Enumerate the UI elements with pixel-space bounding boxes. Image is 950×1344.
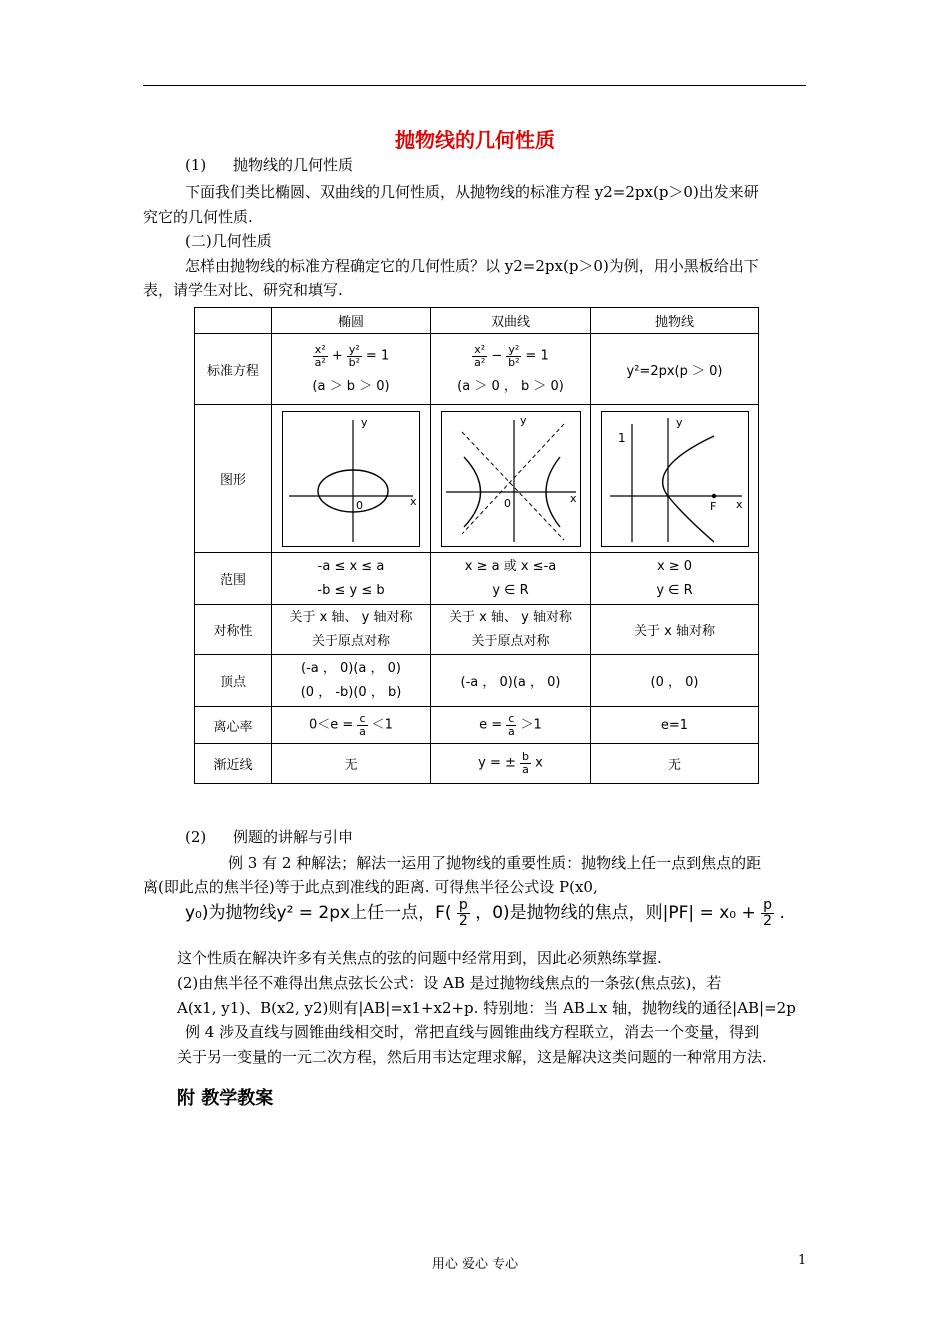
svg-text:y: y <box>675 415 683 429</box>
row-label-asymptote: 渐近线 <box>195 744 272 784</box>
section1-num: (1) <box>185 156 207 174</box>
hyperbola-symmetry: 关于 x 轴、 y 轴对称 关于原点对称 <box>431 605 591 655</box>
header-parabola: 抛物线 <box>591 308 759 334</box>
hyperbola-range: x ≥ a 或 x ≤-a y ∈ R <box>431 553 591 605</box>
section2-line1: 例 3 有 2 种解法；解法一运用了抛物线的重要性质：抛物线上任一点到焦点的距 <box>228 854 762 872</box>
ellipse-vertex: (-a ， 0)(a ， 0) (0 ， -b)(0 ， b) <box>272 655 431 707</box>
row-label-eccentricity: 离心率 <box>195 707 272 744</box>
parabola-vertex: (0 ， 0) <box>591 655 759 707</box>
svg-text:0: 0 <box>503 496 511 510</box>
focal-radius-formula: y₀)为抛物线y² = 2px上任一点，F( $\frac{p}{2}$ ，0)是抛物线的焦点，则|PF| = x₀ + $\frac{p}{2}$ . <box>185 897 785 929</box>
para2-line1: 怎样由抛物线的标准方程确定它的几何性质？以 y2=2px(p＞0)为例，用小黑板给出下 <box>185 257 759 275</box>
page-footer: 用心 爱心 专心 <box>431 1257 519 1272</box>
header-ellipse: 椭圆 <box>272 308 431 334</box>
svg-text:x: x <box>735 497 743 511</box>
parabola-equation: y²=2px(p ＞ 0) <box>591 334 759 405</box>
page-title: 抛物线的几何性质 <box>395 128 555 152</box>
section2-line4: (2)由焦半径不难得出焦点弦长公式：设 AB 是过抛物线焦点的一条弦(焦点弦)，若 <box>177 974 722 992</box>
subheading: (二)几何性质 <box>185 232 272 250</box>
section2-num: (2) <box>185 828 207 846</box>
parabola-eccentricity: e=1 <box>591 707 759 744</box>
section1-text: 抛物线的几何性质 <box>233 156 354 174</box>
para1-line2: 究它的几何性质. <box>143 208 253 226</box>
svg-text:0: 0 <box>356 498 363 512</box>
hyperbola-eccentricity: e = $\frac{c}{a}$ ＞1 <box>431 707 591 744</box>
section2-line2: 离(即此点的焦半径)等于此点到准线的距离. 可得焦半径公式设 P(x0, <box>143 878 598 896</box>
hyperbola-equation: $\frac{\text{x²}}{\text{a²}}$ − $\frac{\text{y²}}{\text{b²}}$ = 1 (a ＞ 0 ， b ＞ 0) <box>431 334 591 405</box>
svg-text:1: 1 <box>617 430 626 445</box>
ellipse-graph <box>272 405 431 553</box>
parabola-asymptote: 无 <box>591 744 759 784</box>
ellipse-range: -a ≤ x ≤ a -b ≤ y ≤ b <box>272 553 431 605</box>
header-rule <box>143 85 806 86</box>
hyperbola-asymptote: y = ± $\frac{b}{a}$ x <box>431 744 591 784</box>
section2-line3: 这个性质在解决许多有关焦点的弦的问题中经常用到，因此必须熟练掌握. <box>177 949 662 967</box>
ellipse-asymptote: 无 <box>272 744 431 784</box>
ellipse-symmetry: 关于 x 轴、 y 轴对称 关于原点对称 <box>272 605 431 655</box>
row-label-graph: 图形 <box>195 405 272 553</box>
section2-line5: A(x1, y1)、B(x2, y2)则有|AB|=x1+x2+p. 特别地：当 AB⊥x 轴，抛物线的通径|AB|=2p <box>177 999 796 1017</box>
section2-text: 例题的讲解与引申 <box>233 828 354 846</box>
hyperbola-graph <box>431 405 591 553</box>
section1-heading <box>185 154 353 175</box>
row-label-symmetry: 对称性 <box>195 605 272 655</box>
para2-line2: 表，请学生对比、研究和填写. <box>143 281 343 299</box>
ellipse-equation: $\frac{\text{x²}}{\text{a²}}$ + $\frac{\text{y²}}{\text{b²}}$ = 1 (a ＞ b ＞ 0) <box>272 334 431 405</box>
parabola-symmetry: 关于 x 轴对称 <box>591 605 759 655</box>
svg-text:y: y <box>519 413 527 427</box>
parabola-range: x ≥ 0 y ∈ R <box>591 553 759 605</box>
row-label-range: 范围 <box>195 553 272 605</box>
hyperbola-vertex: (-a ， 0)(a ， 0) <box>431 655 591 707</box>
appendix-heading: 附 教学教案 <box>177 1088 274 1109</box>
hyperbola-figure <box>441 411 581 547</box>
row-label-vertex: 顶点 <box>195 655 272 707</box>
page-number: 1 <box>798 1253 807 1268</box>
ellipse-condition: (a ＞ b ＞ 0) <box>312 378 390 394</box>
row-label-equation: 标准方程 <box>195 334 272 405</box>
section2-line6: 例 4 涉及直线与圆锥曲线相交时，常把直线与圆锥曲线方程联立，消去一个变量，得到 <box>185 1023 760 1041</box>
section2-heading <box>185 826 353 847</box>
svg-text:y: y <box>361 415 368 429</box>
header-hyperbola: 双曲线 <box>431 308 591 334</box>
parabola-graph <box>591 405 759 553</box>
ellipse-figure <box>282 411 420 547</box>
hyperbola-condition: (a ＞ 0 ， b ＞ 0) <box>457 378 564 394</box>
header-empty <box>195 308 272 334</box>
parabola-figure <box>601 411 749 547</box>
svg-text:x: x <box>569 491 577 505</box>
svg-text:x: x <box>410 494 417 508</box>
para1-line1: 下面我们类比椭圆、双曲线的几何性质，从抛物线的标准方程 y2=2px(p＞0)出发来研 <box>185 183 759 201</box>
section2-line7: 关于另一变量的一元二次方程，然后用韦达定理求解，这是解决这类问题的一种常用方法. <box>177 1048 767 1066</box>
svg-text:F: F <box>709 499 716 513</box>
ellipse-eccentricity: 0＜e = $\frac{c}{a}$ ＜1 <box>272 707 431 744</box>
comparison-table <box>194 307 759 784</box>
